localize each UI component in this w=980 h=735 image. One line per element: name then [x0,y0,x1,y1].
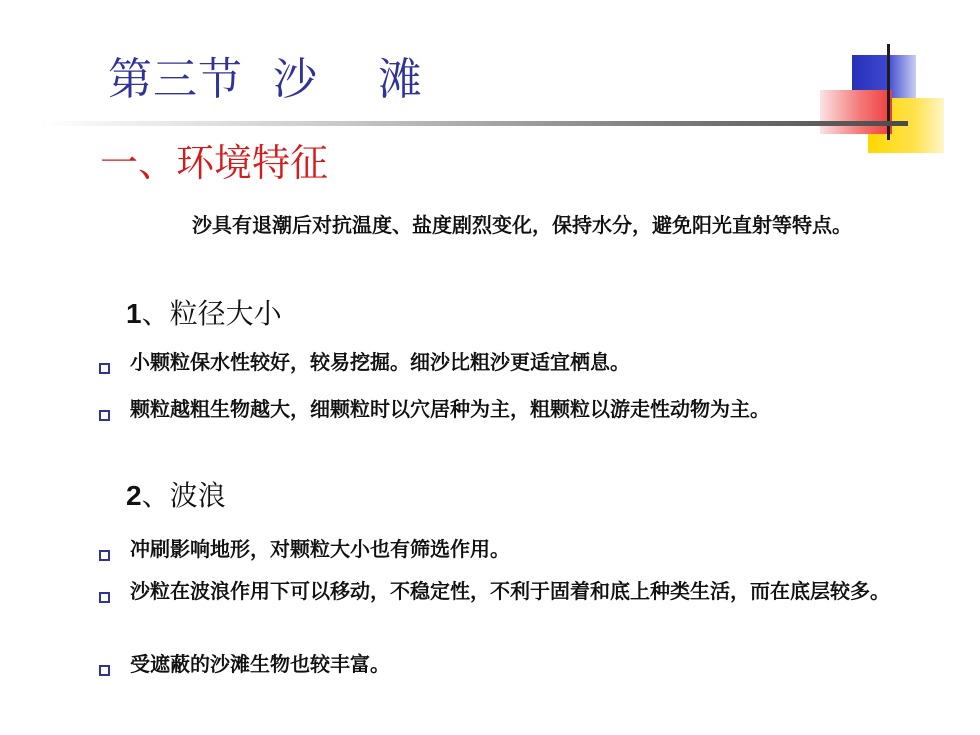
list-item: 受遮蔽的沙滩生物也较丰富。 [130,652,390,676]
subsection-label: 、粒径大小 [141,297,282,330]
title-divider [40,121,908,126]
subsection-heading-waves [126,478,226,514]
decor-red-square [820,90,892,134]
list-item: 冲刷影响地形，对颗粒大小也有筛选作用。 [130,537,510,561]
square-bullet-icon [99,410,110,421]
list-item: 颗粒越粗生物越大，细颗粒时以穴居种为主，粗颗粒以游走性动物为主。 [130,397,770,421]
subsection-heading-grain-size [126,296,282,332]
square-bullet-icon [99,550,110,561]
square-bullet-icon [99,665,110,676]
list-item: 沙粒在波浪作用下可以移动，不稳定性，不利于固着和底上种类生活，而在底层较多。 [130,579,890,603]
subsection-number: 2 [126,480,142,511]
subsection-number: 1 [126,298,142,329]
list-item: 小颗粒保水性较好，较易挖掘。细沙比粗沙更适宜栖息。 [130,350,630,374]
section-heading: 一、环境特征 [100,141,329,185]
intro-paragraph: 沙具有退潮后对抗温度、盐度剧烈变化，保持水分，避免阳光直射等特点。 [192,213,852,237]
slide-title: 第三节 沙 滩 [108,54,423,105]
subsection-label: 、波浪 [141,479,226,512]
square-bullet-icon [99,363,110,374]
square-bullet-icon [99,592,110,603]
